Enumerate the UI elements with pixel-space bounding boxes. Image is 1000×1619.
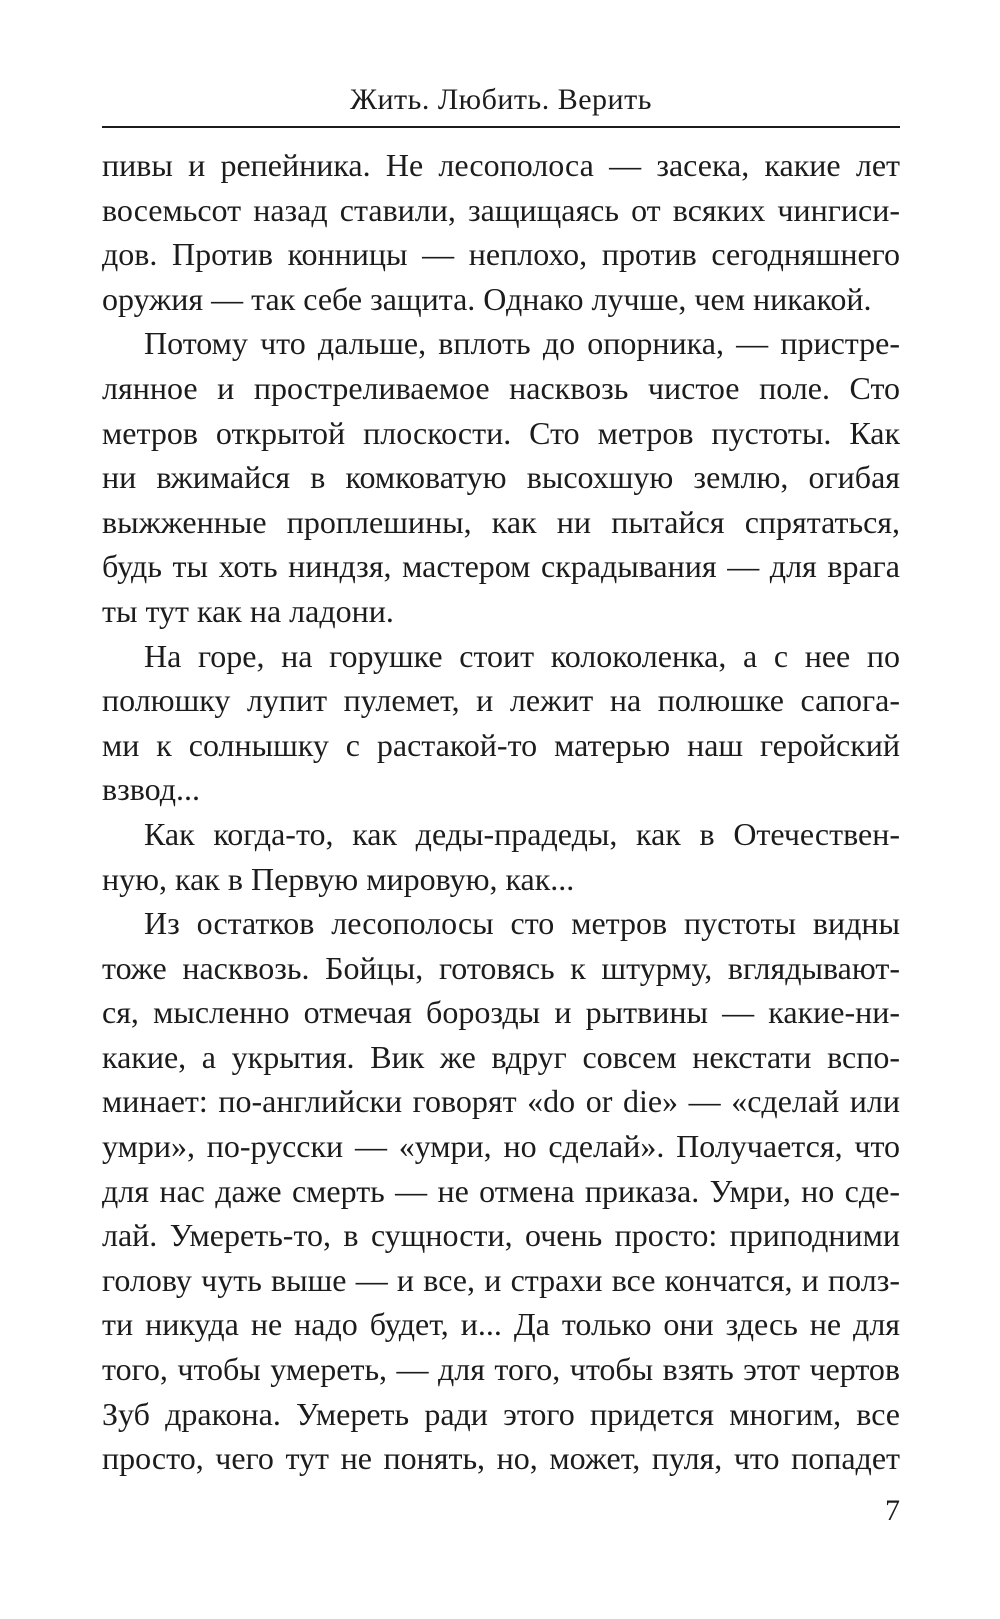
text-line: Зуб дракона. Умереть ради этого придется многим, все [102,1395,900,1432]
text-line: ни вжимайся в комковатую высохшую землю, огибая [102,459,900,496]
text-line: лай. Умереть-то, в сущности, очень просто: приподними [102,1217,900,1254]
text-line: минает: по-английски говорят «do or die» — «сделай или [102,1083,900,1120]
text-line: ми к солнышку с растакой-то матерью наш геройский [102,726,900,763]
text-line: просто, чего тут не понять, но, может, пуля, что попадет [102,1440,900,1477]
running-title: Жить. Любить. Верить [350,83,652,116]
body-text [102,143,900,1481]
text-line: восемьсот назад ставили, защищаясь от всяких чингиси- [102,191,900,228]
text-line: для нас даже смерть — не отмена приказа. Умри, но сде- [102,1172,900,1209]
text-line: Потому что дальше, вплоть до опорника, — пристре- [144,325,900,362]
text-line: лянное и простреливаемое насквозь чистое поле. Сто [102,369,900,406]
text-line: На горе, на горушке стоит колоколенка, а с нее по [144,637,900,674]
text-line: ти никуда не надо будет, и... Да только они здесь не для [102,1306,900,1343]
text-line: ную, как в Первую мировую, как... [102,860,575,897]
text-line: голову чуть выше — и все, и страхи все кончатся, и полз- [102,1261,900,1298]
text-line: будь ты хоть ниндзя, мастером скрадывания — для врага [102,548,900,585]
header-rule [102,126,900,128]
text-line: ты тут как на ладони. [102,592,394,629]
text-line: какие, а укрытия. Вик же вдруг совсем некстати вспо- [102,1038,900,1075]
text-line: того, чтобы умереть, — для того, чтобы взять этот чертов [102,1351,900,1388]
text-line: полюшку лупит пулемет, и лежит на полюшке сапога- [102,682,900,719]
text-line: взвод... [102,771,200,808]
text-line: тоже насквозь. Бойцы, готовясь к штурму, вглядывают- [102,949,900,986]
text-line: умри», по-русски — «умри, но сделай». Получается, что [102,1128,900,1165]
text-line: Из остатков лесополосы сто метров пустоты видны [144,905,900,942]
text-line: дов. Против конницы — неплохо, против сегодняшнего [102,236,900,273]
text-line: Как когда-то, как деды-прадеды, как в Отечествен- [144,815,900,852]
text-line: ся, мысленно отмечая борозды и рытвины — какие-ни- [102,994,900,1031]
text-line: пивы и репейника. Не лесополоса — засека, какие лет [102,147,900,183]
text-line: оружия — так себе защита. Однако лучше, чем никакой. [102,280,872,317]
page-number: 7 [885,1494,900,1527]
text-line: выжженные проплешины, как ни пытайся спрятаться, [102,503,900,540]
text-line: метров открытой плоскости. Сто метров пустоты. Как [102,414,900,451]
